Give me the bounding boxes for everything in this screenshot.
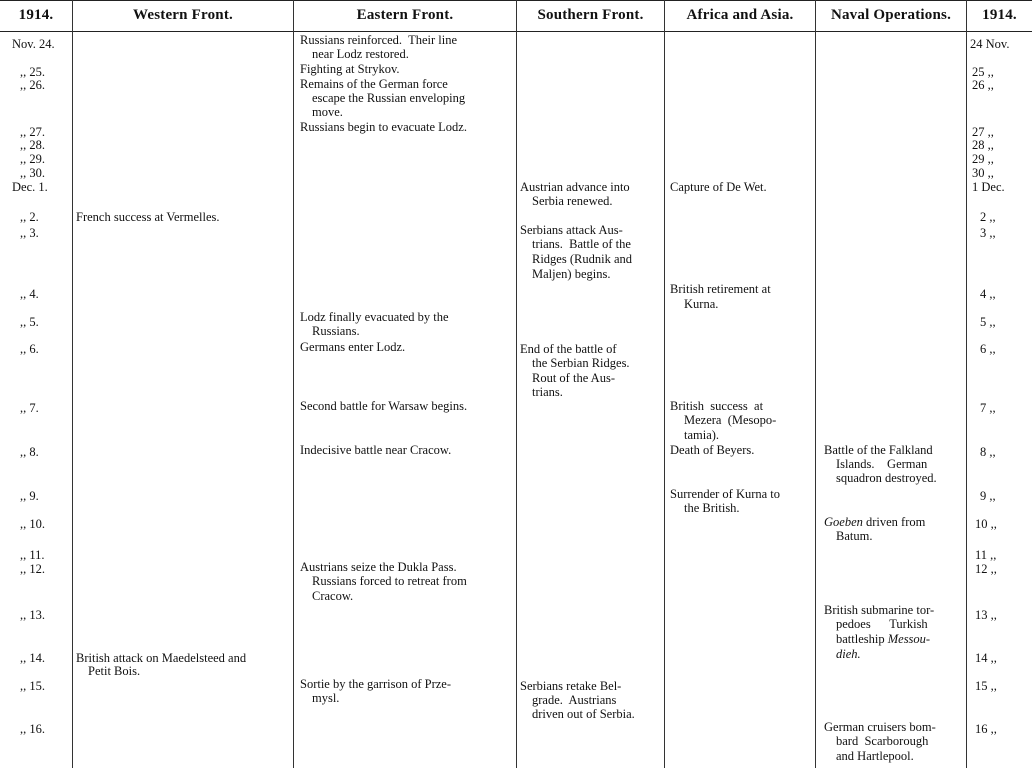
- naval-entry: and Hartlepool.: [836, 749, 914, 763]
- eastern-entry: Russians.: [312, 324, 360, 338]
- ship-name-messoudieh: Messou-: [887, 632, 931, 646]
- date-right: 30 ,,: [972, 166, 994, 180]
- western-entry: French success at Vermelles.: [76, 210, 220, 224]
- southern-entry: trians. Battle of the: [532, 237, 631, 251]
- eastern-entry: Russians begin to evacuate Lodz.: [300, 120, 467, 134]
- date-right: 13 ,,: [975, 608, 997, 622]
- header-africa-asia: Africa and Asia.: [686, 7, 794, 23]
- header-naval-operations: Naval Operations.: [830, 7, 952, 23]
- southern-entry: grade. Austrians: [532, 693, 617, 707]
- southern-entry: driven out of Serbia.: [532, 707, 635, 721]
- date-right: 25 ,,: [972, 65, 994, 79]
- eastern-entry: near Lodz restored.: [312, 47, 409, 61]
- ship-name-messoudieh-cont: dieh.: [836, 647, 861, 661]
- date-left: ,, 13.: [20, 608, 45, 622]
- naval-entry: German cruisers bom-: [824, 720, 936, 734]
- header-eastern-front: Eastern Front.: [356, 7, 454, 23]
- eastern-entry: Russians forced to retreat from: [312, 574, 467, 588]
- eastern-entry: Fighting at Strykov.: [300, 62, 400, 76]
- africa-asia-entry: the British.: [684, 501, 740, 515]
- date-left: ,, 27.: [20, 125, 45, 139]
- africa-asia-entry: British success at: [670, 399, 764, 413]
- southern-entry: trians.: [532, 385, 563, 399]
- date-left: ,, 16.: [20, 722, 45, 736]
- southern-entry: Ridges (Rudnik and: [532, 252, 632, 266]
- africa-asia-entry: Death of Beyers.: [670, 443, 755, 457]
- eastern-entry: move.: [312, 105, 343, 119]
- date-left: ,, 4.: [20, 287, 39, 301]
- date-left: ,, 3.: [20, 226, 39, 240]
- naval-entry: [836, 633, 930, 646]
- eastern-entry: Remains of the German force: [300, 77, 448, 91]
- date-left: ,, 15.: [20, 679, 45, 693]
- date-left: ,, 7.: [20, 401, 39, 415]
- eastern-entry: Russians reinforced. Their line: [300, 33, 458, 47]
- africa-asia-entry: Surrender of Kurna to: [670, 487, 781, 501]
- eastern-entry: Germans enter Lodz.: [300, 340, 406, 354]
- southern-entry: Rout of the Aus-: [532, 371, 615, 385]
- date-left: ,, 26.: [20, 78, 45, 92]
- date-right: 16 ,,: [975, 722, 997, 736]
- eastern-entry: Cracow.: [312, 589, 354, 603]
- date-right: 15 ,,: [975, 679, 997, 693]
- date-left: Nov. 24.: [12, 37, 55, 51]
- column-divider: [293, 0, 294, 768]
- southern-entry: End of the battle of: [520, 342, 617, 356]
- africa-asia-entry: Mezera (Mesopo-: [684, 413, 777, 427]
- naval-entry: bard Scarborough: [836, 734, 929, 748]
- eastern-entry: escape the Russian enveloping: [312, 91, 466, 105]
- southern-entry: Austrian advance into: [520, 180, 630, 194]
- date-left: ,, 9.: [20, 489, 39, 503]
- southern-entry: the Serbian Ridges.: [532, 356, 630, 370]
- date-right: 27 ,,: [972, 125, 994, 139]
- southern-entry: Maljen) begins.: [532, 267, 611, 281]
- eastern-entry: Lodz finally evacuated by the: [300, 310, 449, 324]
- naval-entry: [824, 516, 925, 529]
- date-right: 14 ,,: [975, 651, 997, 665]
- southern-entry: Serbians attack Aus-: [520, 223, 623, 237]
- header-year-right: 1914.: [982, 7, 1017, 23]
- date-left: ,, 2.: [20, 210, 39, 224]
- southern-entry: Serbians retake Bel-: [520, 679, 622, 693]
- date-left: Dec. 1.: [12, 180, 48, 194]
- date-left: ,, 11.: [20, 548, 45, 562]
- header-year-left: 1914.: [18, 7, 54, 23]
- column-divider: [664, 0, 665, 768]
- naval-entry: Islands. German: [836, 457, 928, 471]
- western-entry: Petit Bois.: [88, 664, 141, 678]
- naval-entry: Battle of the Falkland: [824, 443, 933, 457]
- africa-asia-entry: tamia).: [684, 428, 720, 442]
- date-right: 6 ,,: [980, 342, 996, 356]
- date-right: 7 ,,: [980, 401, 996, 415]
- date-right: 29 ,,: [972, 152, 994, 166]
- column-divider: [516, 0, 517, 768]
- naval-entry: pedoes Turkish: [836, 617, 928, 631]
- column-divider: [72, 0, 73, 768]
- column-divider: [966, 0, 967, 768]
- date-left: ,, 6.: [20, 342, 39, 356]
- date-right: 9 ,,: [980, 489, 996, 503]
- eastern-entry: Austrians seize the Dukla Pass.: [300, 560, 457, 574]
- column-divider: [815, 0, 816, 768]
- date-left: ,, 5.: [20, 315, 39, 329]
- date-right: 8 ,,: [980, 445, 996, 459]
- date-left: ,, 14.: [20, 651, 45, 665]
- africa-asia-entry: British retirement at: [670, 282, 771, 296]
- header-western-front: Western Front.: [132, 7, 233, 23]
- date-right: 12 ,,: [975, 562, 997, 576]
- date-left: ,, 25.: [20, 65, 45, 79]
- eastern-entry: Sortie by the garrison of Prze-: [300, 677, 452, 691]
- eastern-entry: Indecisive battle near Cracow.: [300, 443, 452, 457]
- date-right: 4 ,,: [980, 287, 996, 301]
- date-right: 3 ,,: [980, 226, 996, 240]
- naval-entry-text: battleship: [836, 632, 888, 646]
- naval-entry: British submarine tor-: [824, 603, 935, 617]
- western-entry: British attack on Maedelsteed and: [76, 651, 247, 665]
- date-right: 24 Nov.: [970, 37, 1010, 51]
- date-left: ,, 28.: [20, 138, 45, 152]
- naval-entry: squadron destroyed.: [836, 471, 937, 485]
- date-left: ,, 12.: [20, 562, 45, 576]
- naval-entry: Batum.: [836, 529, 873, 543]
- ship-name-goeben: Goeben: [824, 515, 863, 529]
- naval-entry-text: driven from: [862, 515, 926, 529]
- southern-entry: Serbia renewed.: [532, 194, 613, 208]
- date-left: ,, 10.: [20, 517, 45, 531]
- date-right: 26 ,,: [972, 78, 994, 92]
- date-right: 10 ,,: [975, 517, 997, 531]
- date-left: ,, 8.: [20, 445, 39, 459]
- date-right: 2 ,,: [980, 210, 996, 224]
- date-right: 28 ,,: [972, 138, 994, 152]
- date-right: 11 ,,: [975, 548, 997, 562]
- africa-asia-entry: Kurna.: [684, 297, 719, 311]
- date-left: ,, 30.: [20, 166, 45, 180]
- eastern-entry: Second battle for Warsaw begins.: [300, 399, 468, 413]
- africa-asia-entry: Capture of De Wet.: [670, 180, 767, 194]
- header-southern-front: Southern Front.: [537, 7, 644, 23]
- eastern-entry: mysl.: [312, 691, 340, 705]
- date-left: ,, 29.: [20, 152, 45, 166]
- date-right: 1 Dec.: [972, 180, 1005, 194]
- date-right: 5 ,,: [980, 315, 996, 329]
